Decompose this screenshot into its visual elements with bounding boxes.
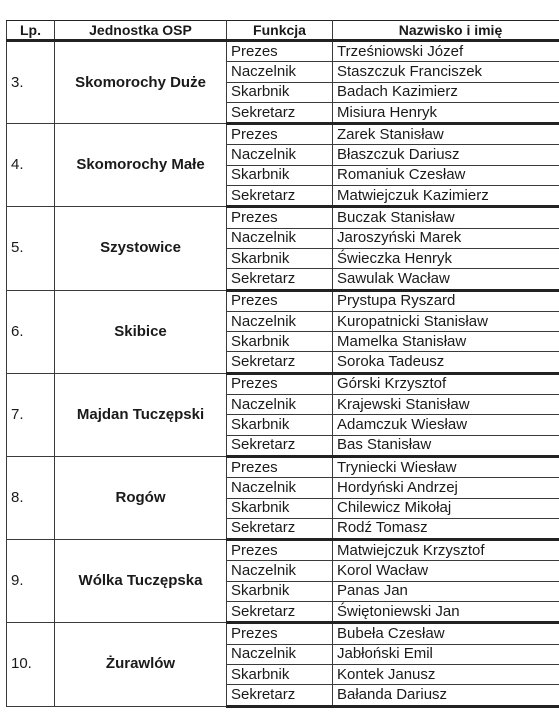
osp-unit-name: Rogów xyxy=(55,456,227,539)
group-number: 4. xyxy=(7,124,55,207)
header-row xyxy=(7,21,559,41)
function-cell: Prezes xyxy=(227,456,333,477)
function-cell: Sekretarz xyxy=(227,186,333,207)
function-cell: Prezes xyxy=(227,41,333,62)
person-name-cell: Hordyński Andrzej xyxy=(333,478,559,498)
table-row xyxy=(7,290,559,311)
function-cell: Prezes xyxy=(227,540,333,561)
osp-unit-name: Skibice xyxy=(55,290,227,373)
person-name-cell: Badach Kazimierz xyxy=(333,82,559,102)
osp-unit-name: Wólka Tuczępska xyxy=(55,540,227,623)
group-number: 3. xyxy=(7,41,55,124)
person-name-cell: Adamczuk Wiesław xyxy=(333,415,559,435)
person-name-cell: Zarek Stanisław xyxy=(333,124,559,145)
group-number: 5. xyxy=(7,207,55,290)
function-cell: Prezes xyxy=(227,623,333,644)
osp-unit-name: Majdan Tuczępski xyxy=(55,373,227,456)
function-cell: Sekretarz xyxy=(227,685,333,706)
function-cell: Sekretarz xyxy=(227,518,333,539)
person-name-cell: Misiura Henryk xyxy=(333,102,559,123)
person-name-cell: Panas Jan xyxy=(333,581,559,601)
person-name-cell: Błaszczuk Dariusz xyxy=(333,145,559,165)
person-name-cell: Bas Stanisław xyxy=(333,435,559,456)
group-number: 10. xyxy=(7,623,55,706)
header-name: Nazwisko i imię xyxy=(333,21,559,41)
person-name-cell: Bałanda Dariusz xyxy=(333,685,559,706)
group-number: 7. xyxy=(7,373,55,456)
function-cell: Prezes xyxy=(227,290,333,311)
person-name-cell: Jabłoński Emil xyxy=(333,644,559,664)
person-name-cell: Mamelka Stanisław xyxy=(333,332,559,352)
osp-unit-name: Skomorochy Małe xyxy=(55,124,227,207)
osp-unit-name: Skomorochy Duże xyxy=(55,41,227,124)
function-cell: Prezes xyxy=(227,373,333,394)
person-name-cell: Górski Krzysztof xyxy=(333,373,559,394)
person-name-cell: Staszczuk Franciszek xyxy=(333,62,559,82)
function-cell: Naczelnik xyxy=(227,62,333,82)
function-cell: Naczelnik xyxy=(227,561,333,581)
function-cell: Skarbnik xyxy=(227,82,333,102)
group-number: 9. xyxy=(7,540,55,623)
person-name-cell: Matwiejczuk Kazimierz xyxy=(333,186,559,207)
table-row xyxy=(7,41,559,62)
function-cell: Prezes xyxy=(227,207,333,228)
person-name-cell: Bubeła Czesław xyxy=(333,623,559,644)
function-cell: Skarbnik xyxy=(227,248,333,268)
person-name-cell: Buczak Stanisław xyxy=(333,207,559,228)
person-name-cell: Świeczka Henryk xyxy=(333,248,559,268)
function-cell: Naczelnik xyxy=(227,478,333,498)
header-function: Funkcja xyxy=(227,21,333,41)
osp-unit-name: Szystowice xyxy=(55,207,227,290)
header-lp: Lp. xyxy=(7,21,55,41)
function-cell: Sekretarz xyxy=(227,269,333,290)
table-row xyxy=(7,124,559,145)
group-number: 6. xyxy=(7,290,55,373)
table-body xyxy=(7,41,559,707)
function-cell: Skarbnik xyxy=(227,581,333,601)
table-row xyxy=(7,540,559,561)
person-name-cell: Rodź Tomasz xyxy=(333,518,559,539)
person-name-cell: Jaroszyński Marek xyxy=(333,228,559,248)
person-name-cell: Sawulak Wacław xyxy=(333,269,559,290)
table-row xyxy=(7,456,559,477)
function-cell: Skarbnik xyxy=(227,498,333,518)
function-cell: Skarbnik xyxy=(227,165,333,185)
function-cell: Skarbnik xyxy=(227,664,333,684)
osp-unit-name: Żurawlów xyxy=(55,623,227,706)
osp-officials-table xyxy=(6,20,559,708)
header-unit: Jednostka OSP xyxy=(55,21,227,41)
person-name-cell: Korol Wacław xyxy=(333,561,559,581)
group-number: 8. xyxy=(7,456,55,539)
function-cell: Sekretarz xyxy=(227,352,333,373)
person-name-cell: Krajewski Stanisław xyxy=(333,395,559,415)
function-cell: Sekretarz xyxy=(227,435,333,456)
function-cell: Naczelnik xyxy=(227,311,333,331)
function-cell: Naczelnik xyxy=(227,395,333,415)
person-name-cell: Soroka Tadeusz xyxy=(333,352,559,373)
person-name-cell: Trześniowski Józef xyxy=(333,41,559,62)
function-cell: Sekretarz xyxy=(227,602,333,623)
function-cell: Skarbnik xyxy=(227,332,333,352)
person-name-cell: Prystupa Ryszard xyxy=(333,290,559,311)
function-cell: Naczelnik xyxy=(227,644,333,664)
person-name-cell: Kontek Janusz xyxy=(333,664,559,684)
person-name-cell: Matwiejczuk Krzysztof xyxy=(333,540,559,561)
person-name-cell: Chilewicz Mikołaj xyxy=(333,498,559,518)
person-name-cell: Romaniuk Czesław xyxy=(333,165,559,185)
person-name-cell: Kuropatnicki Stanisław xyxy=(333,311,559,331)
table-row xyxy=(7,373,559,394)
table-row xyxy=(7,207,559,228)
function-cell: Naczelnik xyxy=(227,145,333,165)
function-cell: Naczelnik xyxy=(227,228,333,248)
function-cell: Sekretarz xyxy=(227,102,333,123)
person-name-cell: Świętoniewski Jan xyxy=(333,602,559,623)
table-row xyxy=(7,623,559,644)
function-cell: Prezes xyxy=(227,124,333,145)
person-name-cell: Tryniecki Wiesław xyxy=(333,456,559,477)
function-cell: Skarbnik xyxy=(227,415,333,435)
